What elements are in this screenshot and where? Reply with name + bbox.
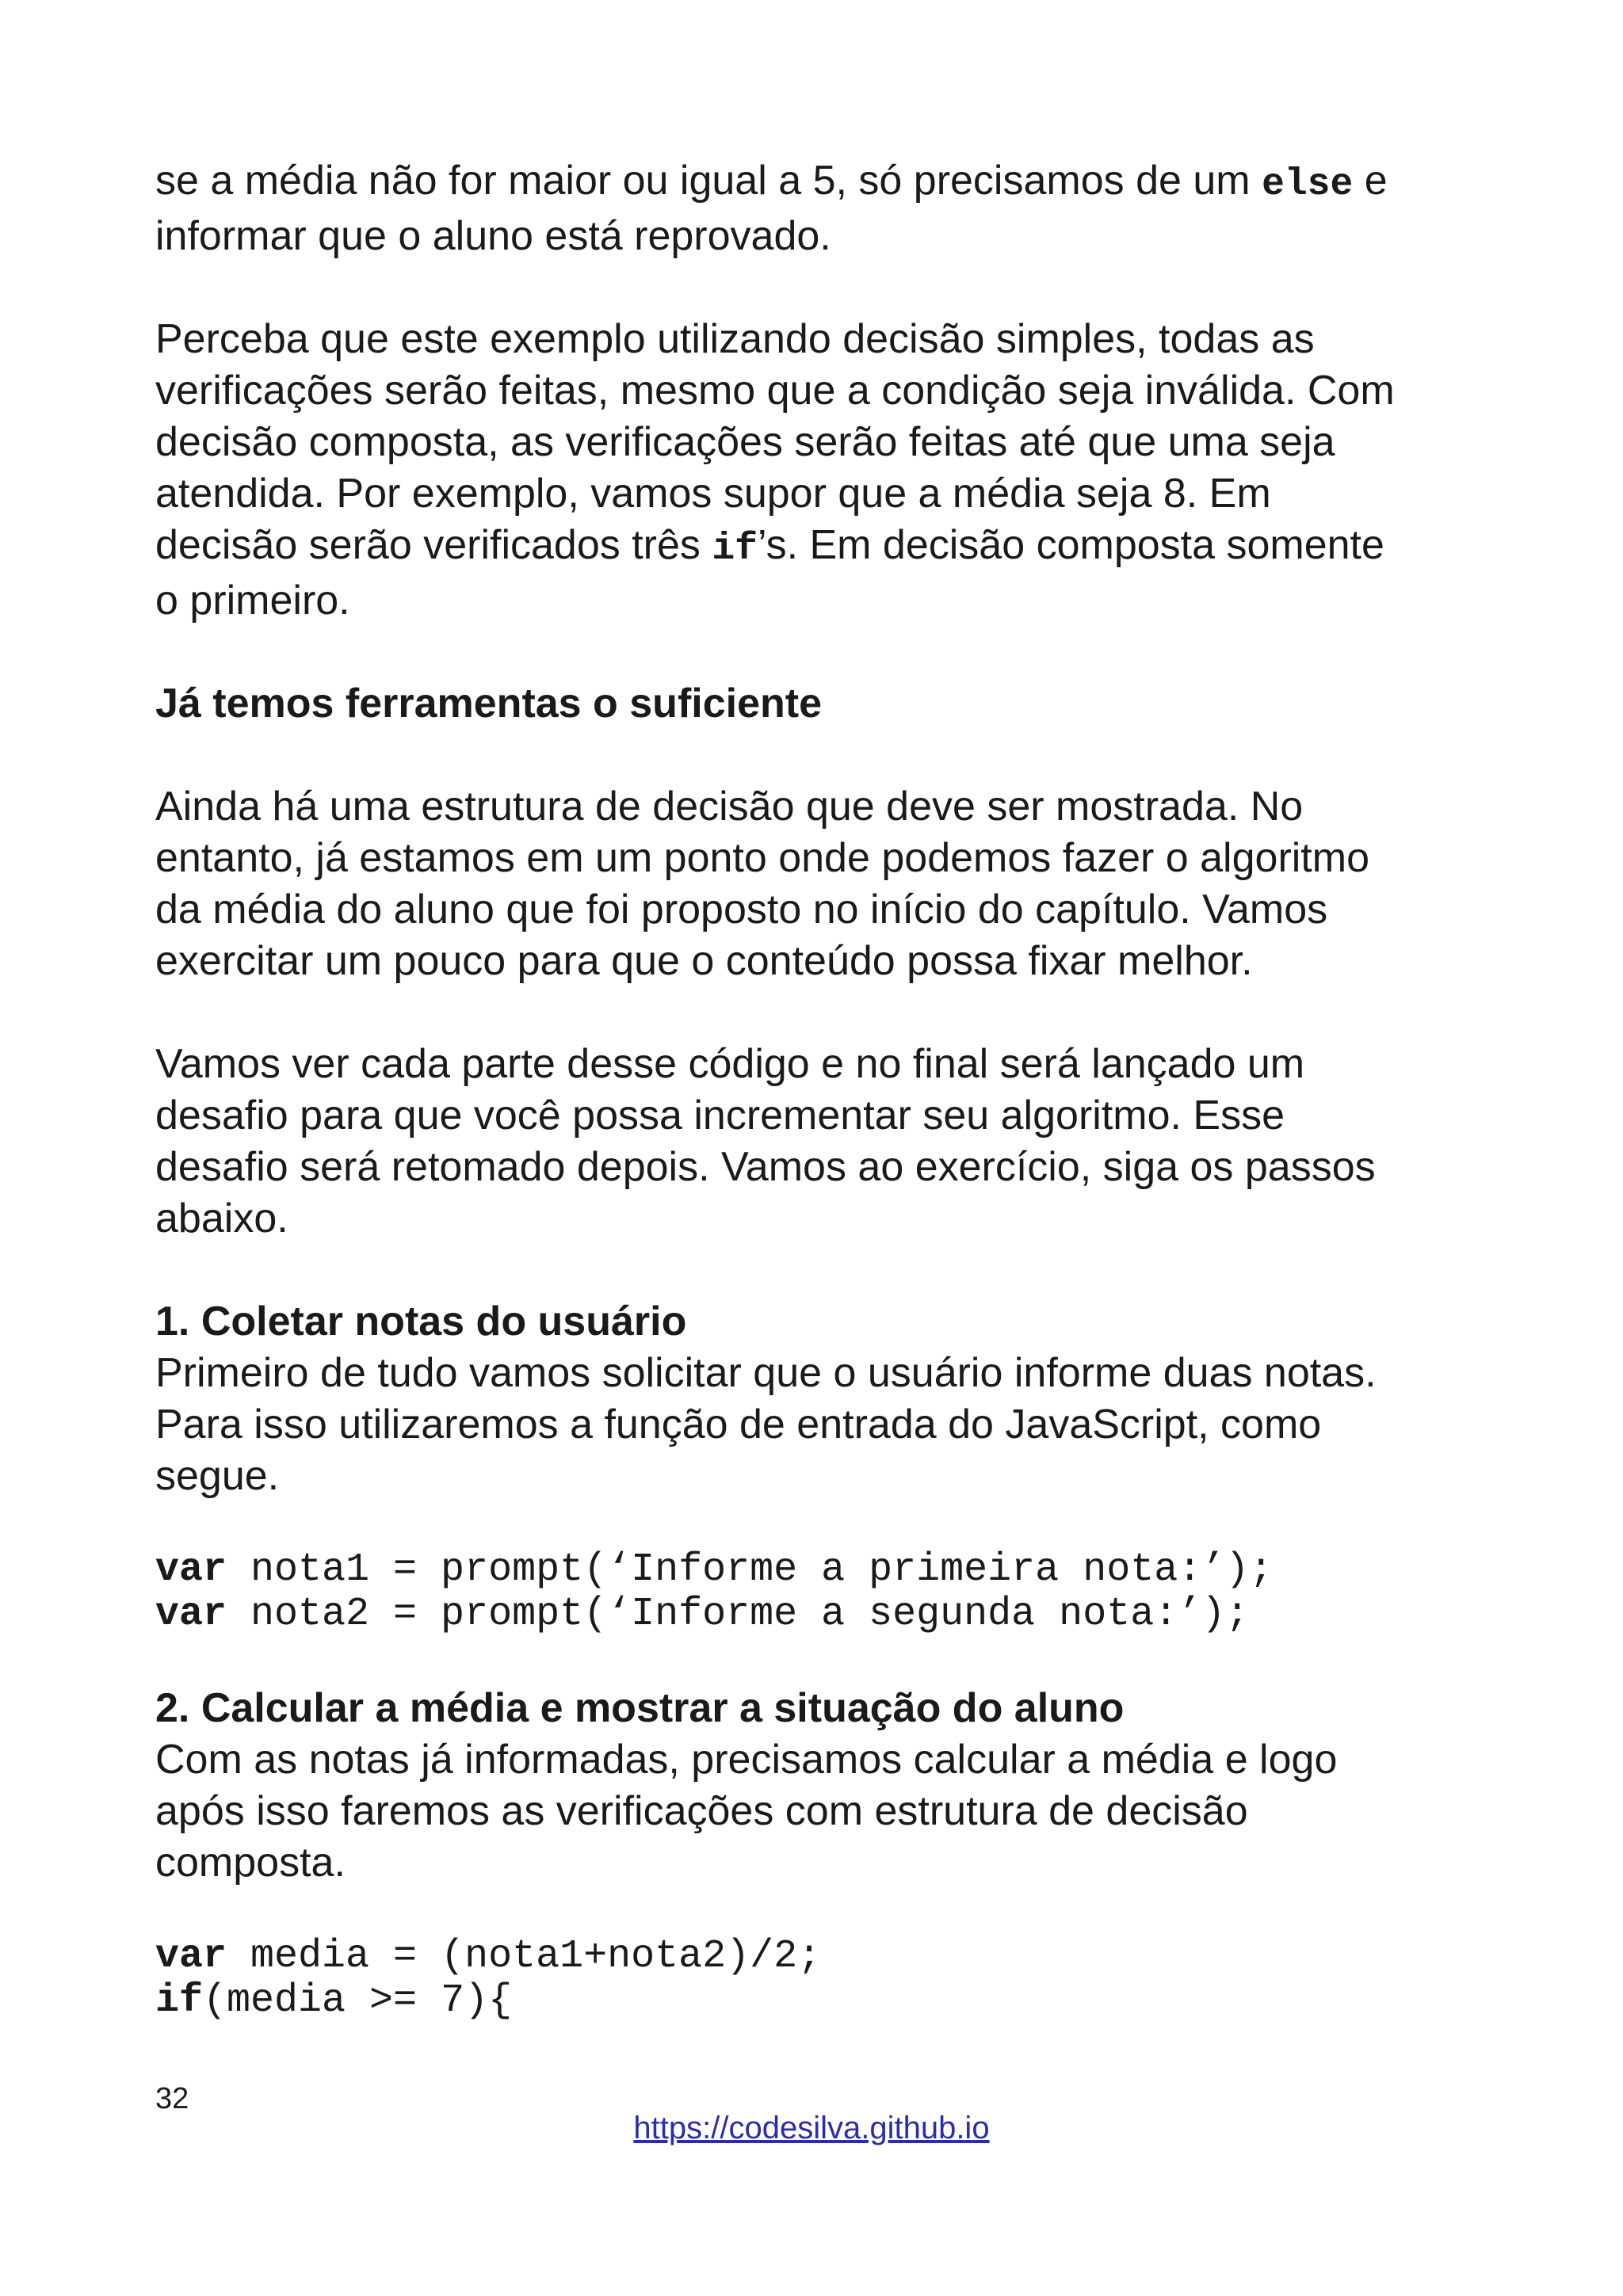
paragraph-decision-comparison bbox=[155, 314, 1487, 627]
paragraph-challenge: Vamos ver cada parte desse código e no final será lançado um desafio para que você possa incrementar seu algoritmo. Esse desafio será retomado depois. Vamos ao exercício, siga os passos abaixo. bbox=[155, 1041, 1376, 1241]
paragraph-text: ’s. Em decisão composta somente o primeiro. bbox=[155, 522, 1384, 624]
paragraph-text: se a média não for maior ou igual a 5, só precisamos de um bbox=[155, 158, 1262, 204]
paragraph-text: e informar que o aluno está reprovado. bbox=[155, 158, 1388, 259]
code-line bbox=[155, 1548, 1487, 1592]
code-line bbox=[155, 1935, 1487, 1979]
code-line bbox=[155, 1979, 1487, 2023]
step-heading-calculate-average: 2. Calcular a média e mostrar a situação do aluno bbox=[155, 1685, 1125, 1731]
inline-code-else: else bbox=[1262, 163, 1354, 206]
code-keyword: var bbox=[155, 1547, 227, 1592]
code-block-prompts bbox=[155, 1548, 1487, 1637]
paragraph-else-info bbox=[155, 155, 1487, 262]
code-keyword: var bbox=[155, 1934, 227, 1979]
paragraph-calculate-average: Com as notas já informadas, precisamos calcular a média e logo após isso faremos as verificações com estrutura de decisão composta. bbox=[155, 1737, 1338, 1886]
step-heading-collect-grades: 1. Coletar notas do usuário bbox=[155, 1299, 687, 1344]
paragraph-collect-grades: Primeiro de tudo vamos solicitar que o usuário informe duas notas. Para isso utilizaremos a função de entrada do JavaScript, como segue. bbox=[155, 1350, 1377, 1499]
code-line bbox=[155, 1592, 1487, 1637]
code-text: nota1 = prompt(‘Informe a primeira nota:’); bbox=[227, 1547, 1274, 1592]
page-number: 32 bbox=[155, 2082, 189, 2115]
section-heading-tools: Já temos ferramentas o suficiente bbox=[155, 681, 822, 727]
code-block-average bbox=[155, 1935, 1487, 2023]
code-keyword: if bbox=[155, 1978, 204, 2023]
inline-code-if: if bbox=[712, 528, 758, 570]
footer-site-link[interactable]: https://codesilva.github.io bbox=[633, 2111, 990, 2145]
paragraph-text: Perceba que este exemplo utilizando decisão simples, todas as verificações serão feitas, mesmo que a condição seja inválida. Com decisão composta, as verificações serão feitas até que uma seja atendida. Por exemplo, vamos supor que a média seja 8. Em decisão serão verificados três bbox=[155, 316, 1395, 568]
code-text: nota2 = prompt(‘Informe a segunda nota:’); bbox=[227, 1592, 1250, 1637]
code-text: (media >= 7){ bbox=[203, 1978, 513, 2023]
paragraph-intro-exercise: Ainda há uma estrutura de decisão que deve ser mostrada. No entanto, já estamos em um ponto onde podemos fazer o algoritmo da média do aluno que foi proposto no início do capítulo. Vamos exercitar um pouco para que o conteúdo possa fixar melhor. bbox=[155, 784, 1369, 984]
code-keyword: var bbox=[155, 1592, 227, 1637]
code-text: media = (nota1+nota2)/2; bbox=[227, 1934, 822, 1979]
page-content bbox=[155, 155, 1487, 2023]
